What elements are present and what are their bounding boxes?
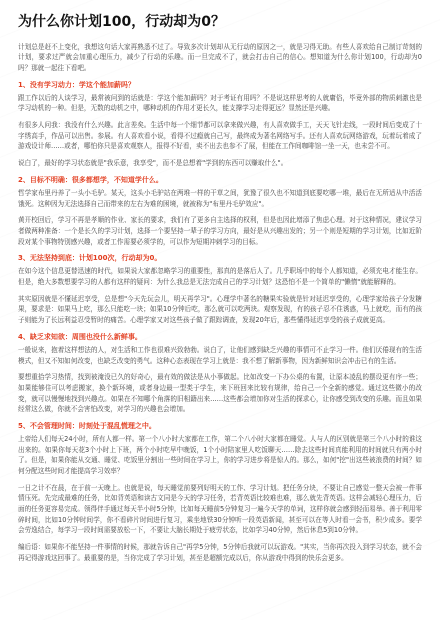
section-heading: 2、目标不明确：很多都想学，不知道学什么。 (18, 175, 163, 184)
paragraph: 哲学家布里丹养了一头小毛驴。某天，这头小毛驴站在两堆一样的干草之间，犹豫了很久也不知道到底要吃哪一堆，最后在无所适从中活活饿死。这种因为无法选择自己而带来的左右为难的困境，就被称为"布里丹毛驴效应"。 (18, 188, 422, 208)
paragraph: 在如今这个信息更替迅速的时代，如果说大家都忽略学习的重要性，那真的是落后人了。几乎职场中的每个人都知道，必须充电才能生存。但是，绝大多数想要学习的人都有这样的疑问：为什么我总是无法完成自己的学习计划？这恐怕不是一个简单的"懒惰"就能解释的。 (18, 267, 422, 286)
section-heading: 4、缺乏求知欲：周围也没什么新鲜事。 (18, 332, 142, 341)
paragraph: 黄开校回后，学习不再是孝顺的作业、家长的要求，我们有了更多自主选择的权利，但是也因此增添了焦虑心理。对于这种情况，建议学习者做两种准备：一个是长久的学习计划，选择一个要坚持一辈子的学习方向，最好是从兴趣出发的；另一个则是短期的学习计划，比如近阶段对某个事物特别感兴趣，或者工作需要必须学的，可以作为短期冲刺学习的目标。 (18, 216, 422, 246)
section-heading: 5、不会管理时间：时刻处于混乱慌理之中。 (18, 421, 156, 430)
paragraph: 其实原因就是不懂延迟享受，总是想"今天先玩会儿，明天再学习"。心理学中著名的糖果实验就是针对延迟享受的，心理学家给孩子分发糖果，要求是：如果马上吃，那么只能吃一块；如果10分钟后吃，那么就可以吃两块。观察发现，有的孩子忍不住诱惑，马上就吃，而有的孩子则能为了长远利益忍受暂时的痛苦。心理学家又对这些孩子做了跟踪调查，发现20年后，那些懂得延迟享受的孩子成就更高。 (18, 294, 423, 325)
paragraph: 一日之计不在晨，在于前一天晚上。也就是说，每天睡觉前要列好明天的工作、学习计划。把任务分块，不要让自己感觉一整天会被一件事情压死。先完成最难的任务，比如背英语和读古文同是今天的学习任务，若背英语比较难也难，那么就先背英语。这样会减轻心理压力，后面的任务更容易完成。领得伴手通过每天半小时5分钟，比如每天睡前5分钟复习一遍今天学的单词，这样你就会感到轻而易举。善于利用零碎时间，比如10分钟时间学，你不看碎片时间进行复习，乘坐地铁30分钟听一段英语新闻，甚至可以在等人时看一会书，积少成多。要学会劳逸结合，每学习一段时间需要放松一下，不要让大脑长期处于疲劳状态，比如学习40分钟，然后休息5到10分钟。 (18, 483, 423, 535)
paragraph: 有很多人问我：我没有什么兴趣。此言差矣。生活中每一个细节都可以拿来做兴趣，有人喜欢做手工，天天飞针走线，一段时间后变成了十字绣高手，作品可以出售。参展。有人喜欢看小说，看得不过瘾就自己写，最终成为著名网络写手。还有人喜欢玩网络游戏，玩着玩着成了游戏设计师……或者，哪怕你只是喜欢观察人，报得不好看，卖不出去也参不了展，但能在工作间咖啡馆一坐一天，也未尝不可。 (18, 121, 422, 151)
article-title: 为什么你计划100，行动却为0？ (18, 14, 225, 30)
section-heading: 1、没有学习动力：学这个能加薪吗？ (18, 80, 135, 89)
article-body (18, 42, 422, 564)
paragraph: 编后语：如果你不能坚持一件事情的时候，那就告诉自己"再学5分钟，5分钟后我就可以玩游戏。"其实，当你再次投入到学习状态，就不会再记得游戏这回事了。最重要的是，当你完成了学习计划，甚至是超额完成以后，你从游戏中得到的快乐会更多。 (18, 543, 422, 562)
paragraph: 说白了，最好的学习状态就是"我乐意，我享受"，而不是总想着"学到的东西可以赚取什么"。 (18, 159, 288, 168)
section-heading: 3、无法坚持到底：计划100次，行动却为0。 (18, 254, 162, 263)
paragraph: 一般说来，抱着这样想法的人，对生活和工作也很难兴致勃勃。说白了，让他们感到缺乏兴趣的事情可不止学习一件。他们厌倦现有的生活模式，但又不知如何改变，也缺乏改变的勇气。这种心态表现在学习上就是：我不想了解新事物，因为新鲜知识会冲击已有的生活。 (18, 345, 422, 365)
paragraph: 要想重拾学习热情，找到被淹没已久的好奇心，最有效的做法是从小事做起。比如改变一下办公桌的布置，让原本凌乱的摆设更有序一些；如果能够住可以考虑搬家，换个新环境，或者身边最一型类于学生，来下班回来比较有规律，给自己一个全新的感觉。通过这些微小的改变，就可以慢慢地找到兴趣点。如果在不知哪个角落的旧相籍出来……这些都会增加你对生活的探求心，让你感受到改变的乐趣。而且如果经常这么做，你就不会害怕改变，对学习的兴趣也会增加。 (18, 373, 422, 414)
paragraph: 计划总是赶不上变化，我想这句话大家再熟悉不过了。导致多次计划却从无行动的原因之一，就是习得无助。有些人喜欢给自己制订苛刻的计划，要求过严就会加重心理压力，减少了行动的乐趣。而一旦完成不了，就会打击自己的信心。想知道为什么你计划100，行动却为0吗？那就一起往下看吧。 (18, 42, 422, 72)
paragraph: 跟工作以后的人谈学习，最常被问到的话就是：学这个能加薪吗？对于考证有用吗？不是说这样思考的人就庸俗，毕竟外部的物质刺激也是学习动机的一种。但是，无数的动机之中，哪种动机的作用才更长久，能支撑学习走得更远？显然还是兴趣。 (18, 93, 422, 113)
paragraph: 上帝给人们每天24小时，所有人都一样。第一个八小时大家都在工作，第二个八小时大家都在睡觉。人与人的区别就是第三个八小时的谁这出来的。如果你每天花3个小时上下班，两个小时吃早中晚饭，1个小时陪家里人吃饭聊天……除去这些时间真能利用的时间就只有两小时了。但是，如果你能从交通、睡觉、吃饭里分割出一些时间在学习上，你的学习进步将是惊人的。那么，如何"挖"出这些被浪费的时间？如何分配这些时间才能提高学习效率？ (18, 435, 423, 476)
